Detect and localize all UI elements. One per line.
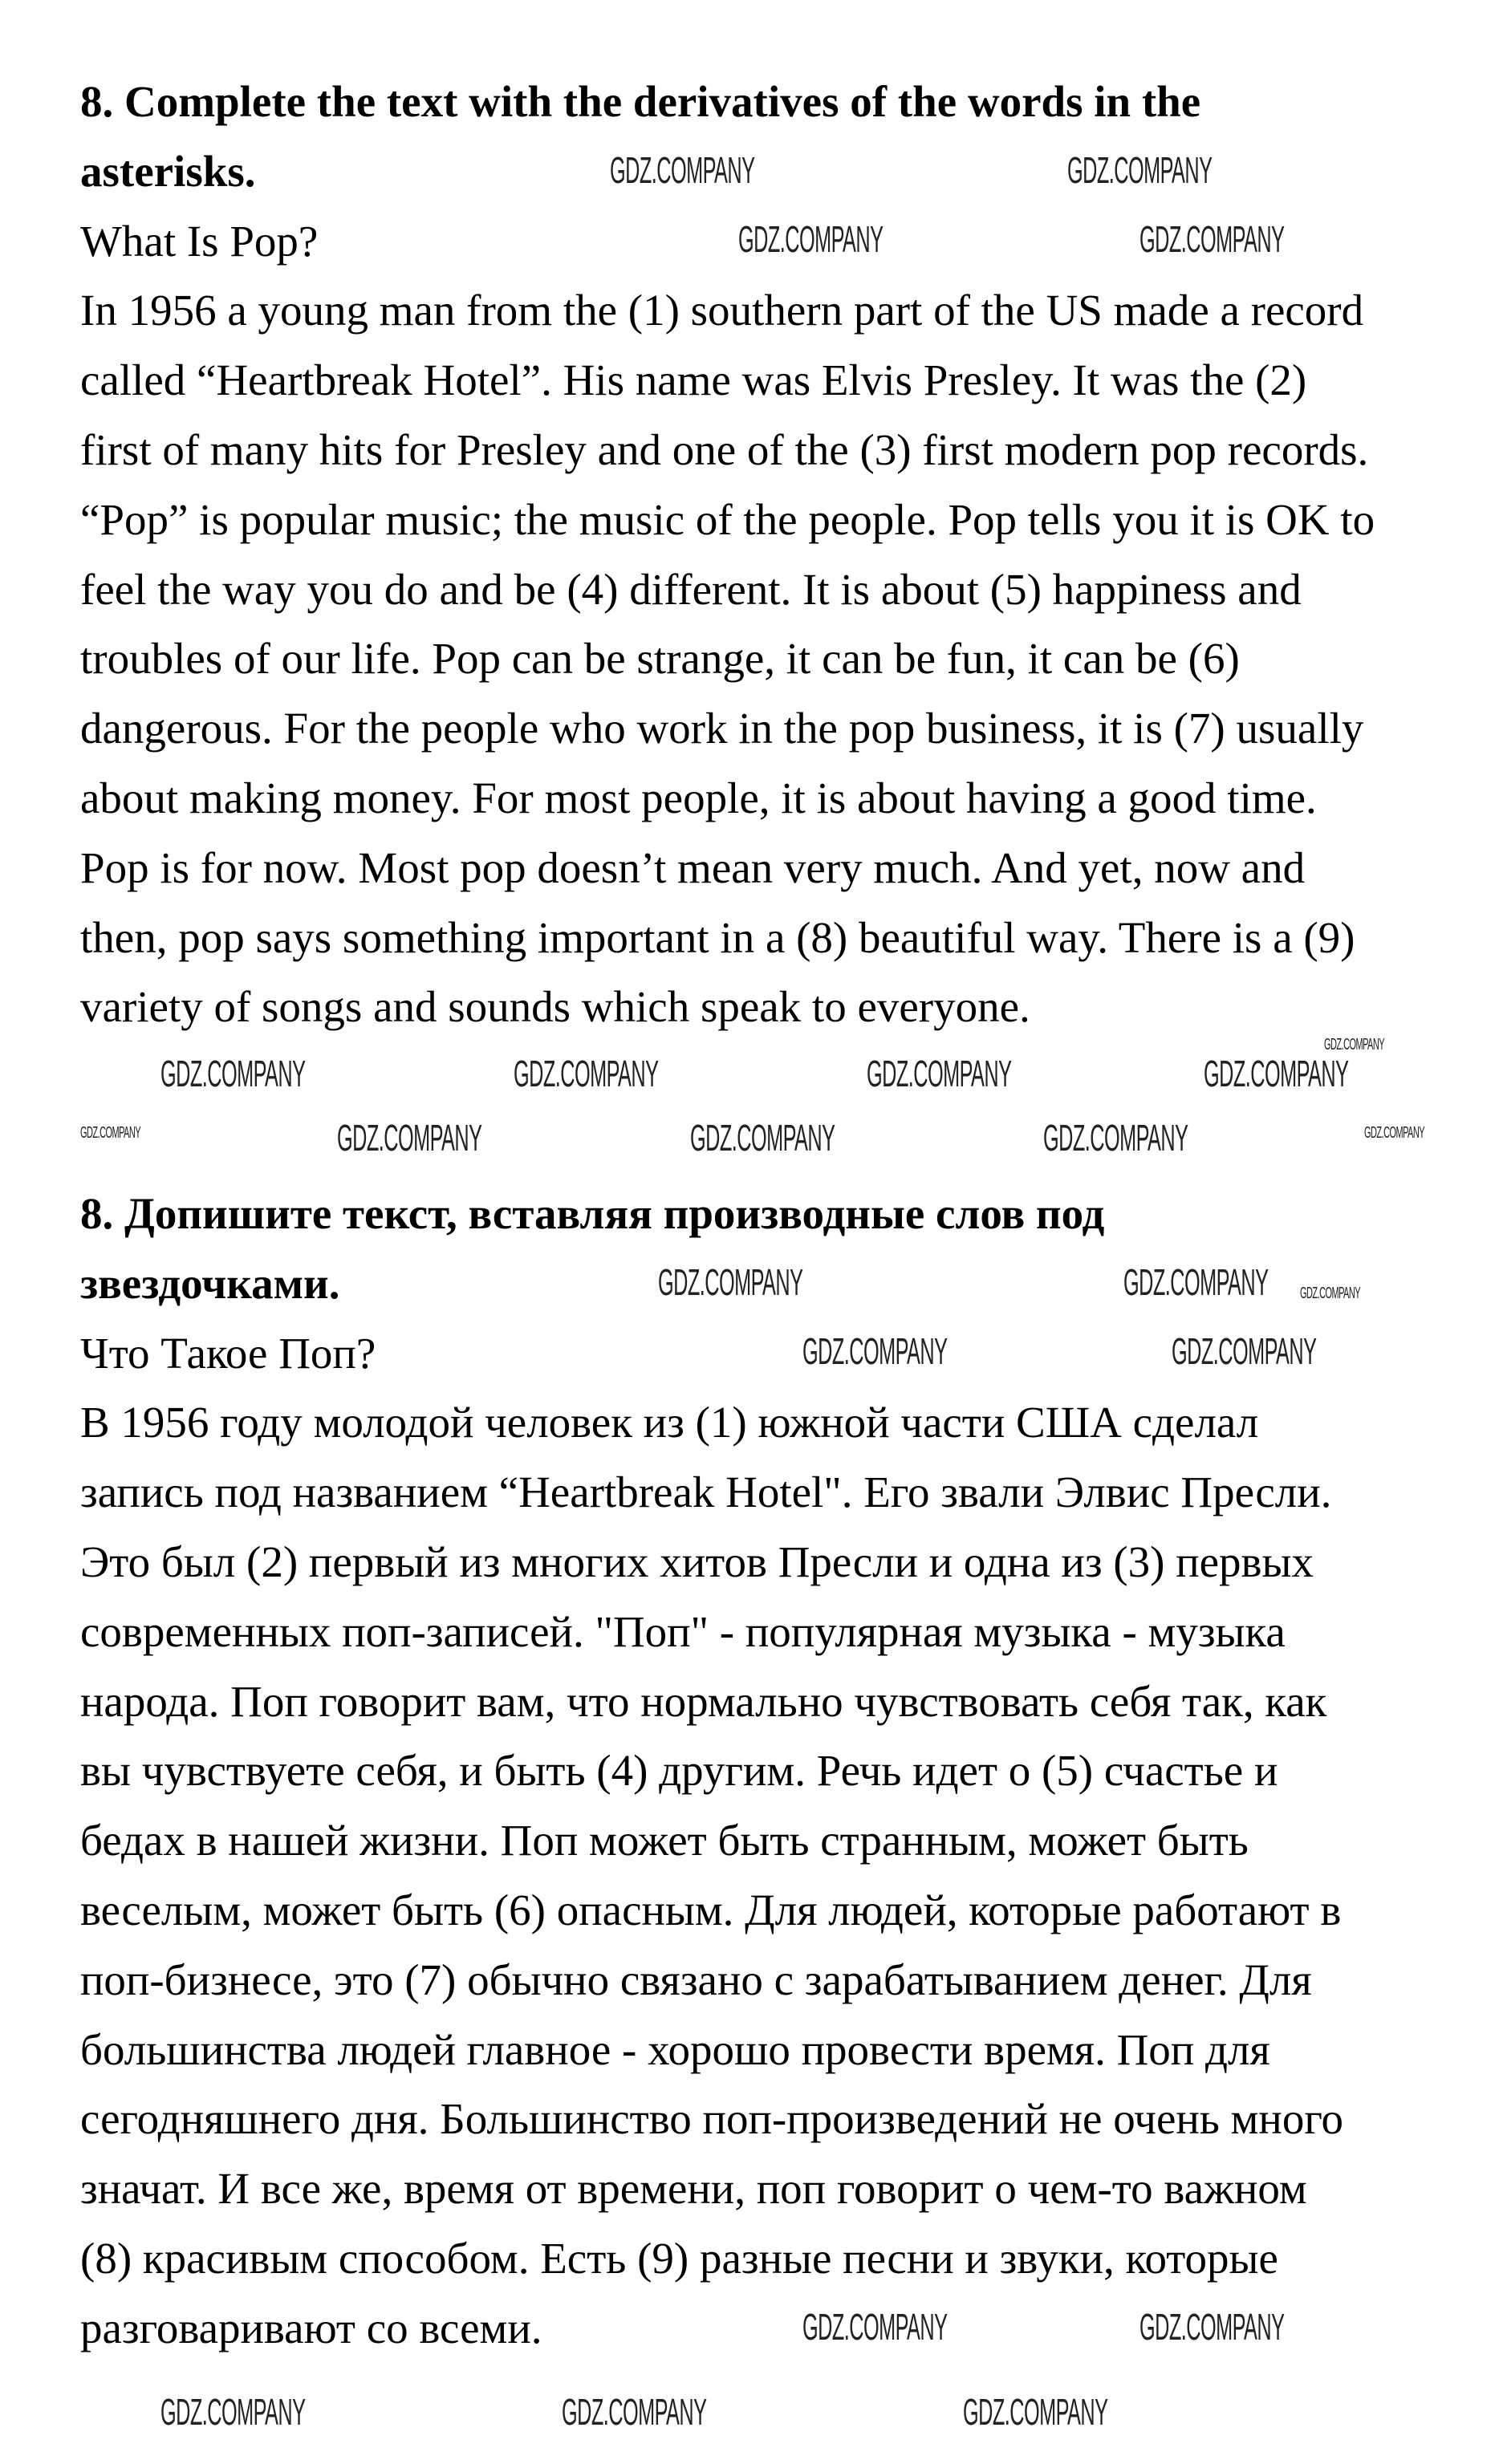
text-line: called “Heartbreak Hotel”. His name was Elvis Presley. It was the (2) — [80, 355, 1307, 405]
text-line: разговаривают со всеми. — [80, 2303, 542, 2352]
exercise-title: звездочками. — [80, 1258, 340, 1308]
watermark: GDZ.COMPANY — [562, 2391, 707, 2433]
watermark: GDZ.COMPANY — [802, 1330, 948, 1372]
text-line: first of many hits for Presley and one of the (3) first modern pop records. — [80, 424, 1369, 474]
text-line: variety of songs and sounds which speak to everyone. — [80, 982, 1030, 1032]
watermark: GDZ.COMPANY — [80, 1124, 141, 1142]
text-line: сегодняшнего дня. Большинство поп-произведений не очень много — [80, 2094, 1344, 2144]
text-line: значат. И все же, время от времени, поп говорит о чем-то важном — [80, 2164, 1307, 2214]
text-line: then, pop says something important in a (8) beautiful way. There is a (9) — [80, 912, 1355, 962]
watermark: GDZ.COMPANY — [610, 149, 755, 191]
english-section — [80, 67, 1375, 1042]
text-line: современных поп-записей. "Поп" - популярная музыка - музыка — [80, 1606, 1286, 1656]
text-title: Что Такое Поп? — [80, 1328, 376, 1378]
watermark: GDZ.COMPANY — [1067, 149, 1213, 191]
watermark: GDZ.COMPANY — [337, 1117, 482, 1159]
text-line: Это был (2) первый из многих хитов Пресли и одна из (3) первых — [80, 1536, 1314, 1586]
text-line: запись под названием “Heartbreak Hotel". Его звали Элвис Пресли. — [80, 1467, 1332, 1517]
watermark: GDZ.COMPANY — [1043, 1117, 1188, 1159]
watermark: GDZ.COMPANY — [1172, 1330, 1317, 1372]
text-line: Pop is for now. Most pop doesn’t mean very much. And yet, now and — [80, 842, 1306, 892]
text-line: “Pop” is popular music; the music of the people. Pop tells you it is OK to — [80, 494, 1375, 544]
text-line: народа. Поп говорит вам, что нормально чувствовать себя так, как — [80, 1676, 1327, 1726]
text-line: In 1956 a young man from the (1) southern part of the US made a record — [80, 286, 1364, 335]
watermark: GDZ.COMPANY — [1123, 1261, 1269, 1303]
text-line: большинства людей главное - хорошо провести время. Поп для — [80, 2024, 1270, 2074]
watermark: GDZ.COMPANY — [802, 2306, 948, 2348]
watermark: GDZ.COMPANY — [1300, 1285, 1361, 1302]
watermark: GDZ.COMPANY — [1139, 2306, 1285, 2348]
exercise-title: 8. Допишите текст, вставляя производные слов под — [80, 1189, 1105, 1238]
russian-section — [80, 1179, 1343, 2364]
text-line: веселым, может быть (6) опасным. Для людей, которые работают в — [80, 1885, 1342, 1934]
watermark: GDZ.COMPANY — [160, 2391, 306, 2433]
text-line: troubles of our life. Pop can be strange, it can be fun, it can be (6) — [80, 634, 1240, 684]
watermark: GDZ.COMPANY — [690, 1117, 835, 1159]
text-line: поп-бизнесе, это (7) обычно связано с зарабатыванием денег. Для — [80, 1955, 1312, 2004]
exercise-title: asterisks. — [80, 146, 256, 196]
watermark: GDZ.COMPANY — [1364, 1124, 1425, 1142]
watermark: GDZ.COMPANY — [1324, 1036, 1385, 1053]
watermark: GDZ.COMPANY — [160, 1053, 306, 1094]
text-line: dangerous. For the people who work in the pop business, it is (7) usually — [80, 704, 1364, 753]
exercise-title: 8. Complete the text with the derivatives of the words in the — [80, 77, 1201, 126]
watermark: GDZ.COMPANY — [658, 1261, 803, 1303]
text-line: вы чувствуете себя, и быть (4) другим. Речь идет о (5) счастье и — [80, 1746, 1278, 1796]
watermark: GDZ.COMPANY — [514, 1053, 659, 1094]
watermark: GDZ.COMPANY — [1139, 218, 1285, 260]
text-line: бедах в нашей жизни. Поп может быть странным, может быть — [80, 1816, 1249, 1865]
text-line: В 1956 году молодой человек из (1) южной части США сделал — [80, 1398, 1259, 1447]
watermark: GDZ.COMPANY — [1204, 1053, 1349, 1094]
text-title: What Is Pop? — [80, 216, 319, 266]
watermark: GDZ.COMPANY — [963, 2391, 1108, 2433]
text-line: feel the way you do and be (4) different. It is about (5) happiness and — [80, 564, 1302, 614]
text-line: about making money. For most people, it is about having a good time. — [80, 773, 1317, 822]
watermark: GDZ.COMPANY — [867, 1053, 1012, 1094]
watermark: GDZ.COMPANY — [738, 218, 884, 260]
text-line: (8) красивым способом. Есть (9) разные песни и звуки, которые — [80, 2233, 1278, 2283]
